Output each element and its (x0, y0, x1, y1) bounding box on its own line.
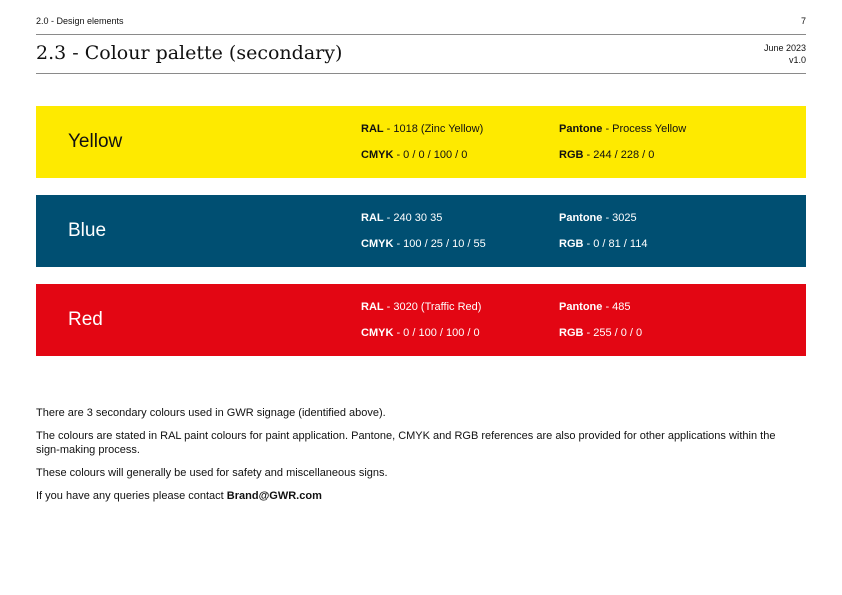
colour-swatch-yellow (36, 106, 806, 178)
header-divider (36, 34, 806, 35)
colour-name: Blue (68, 220, 107, 241)
colour-swatch-red (36, 284, 806, 356)
colour-swatch-blue (36, 195, 806, 267)
rgb-spec: RGB - 244 / 228 / 0 (559, 149, 655, 161)
cmyk-spec: CMYK - 100 / 25 / 10 / 55 (361, 238, 486, 250)
contact-email-link[interactable]: Brand@GWR.com (226, 490, 322, 502)
pantone-spec: Pantone - 485 (559, 301, 631, 313)
document-meta (764, 42, 806, 66)
rgb-spec: RGB - 0 / 81 / 114 (559, 238, 648, 250)
pantone-spec: Pantone - Process Yellow (559, 123, 687, 135)
paragraph-secondary-colours: There are 3 secondary colours used in GWR signage (identified above). (36, 407, 386, 419)
colour-name: Red (68, 309, 103, 330)
colour-name: Yellow (68, 131, 123, 152)
cmyk-spec: CMYK - 0 / 0 / 100 / 0 (361, 149, 468, 161)
description-text (36, 406, 796, 512)
page-number: 7 (800, 16, 806, 26)
title-divider (36, 73, 806, 74)
ral-spec: RAL - 240 30 35 (361, 212, 443, 224)
section-label: 2.0 - Design elements (36, 16, 124, 26)
page-header (36, 16, 806, 30)
paragraph-contact (36, 489, 796, 503)
paragraph-usage: These colours will generally be used for safety and miscellaneous signs. (36, 467, 388, 479)
ral-spec: RAL - 1018 (Zinc Yellow) (361, 123, 484, 135)
paragraph-colour-references: The colours are stated in RAL paint colours for paint application. Pantone, CMYK and RGB references are also provided for other applications within the sign-making process. (36, 430, 776, 456)
pantone-spec: Pantone - 3025 (559, 212, 637, 224)
page-title: 2.3 - Colour palette (secondary) (36, 42, 343, 64)
contact-prefix: If you have any queries please contact (36, 490, 227, 502)
cmyk-spec: CMYK - 0 / 100 / 100 / 0 (361, 327, 480, 339)
ral-spec: RAL - 3020 (Traffic Red) (361, 301, 482, 313)
document-version: v1.0 (788, 55, 806, 65)
document-date: June 2023 (763, 43, 806, 53)
rgb-spec: RGB - 255 / 0 / 0 (559, 327, 643, 339)
